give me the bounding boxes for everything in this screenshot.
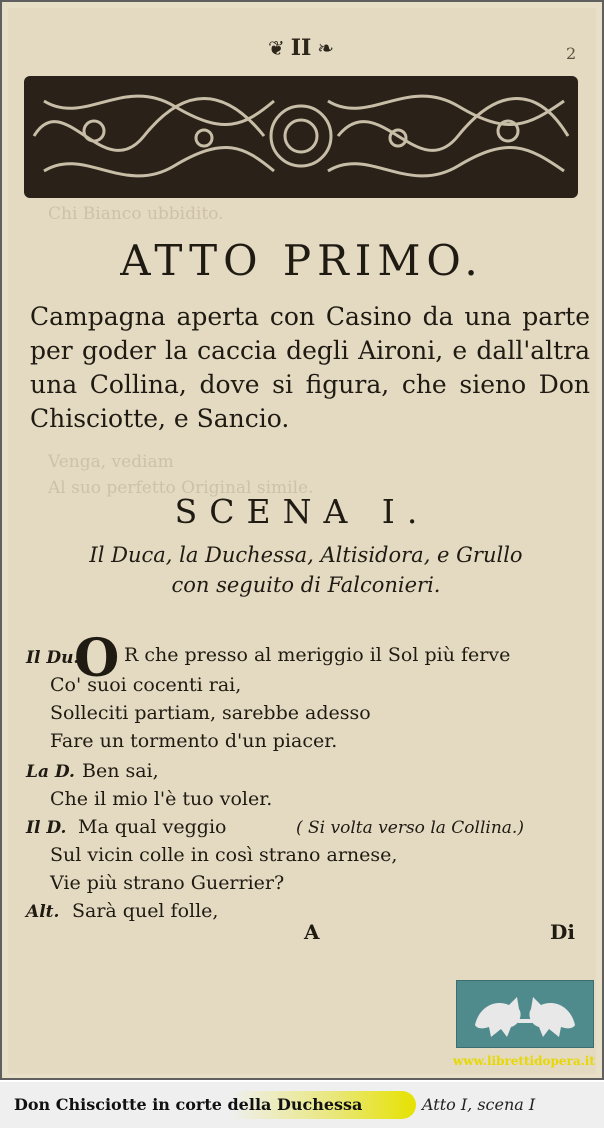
cast-line: con seguito di Falconieri. [171, 573, 441, 597]
bleed-through: Venga, vediam [48, 452, 174, 472]
page-corner-mark: 2 [566, 44, 577, 63]
bleed-through: Al suo perfetto Original simile. [48, 478, 314, 498]
cast-list [26, 540, 586, 600]
verse-text: Sul vicin colle in così strano arnese, [50, 844, 398, 866]
verse-text: Sarà quel folle, [72, 900, 219, 922]
speaker-label: Il D. [26, 818, 67, 838]
griffins-logo-icon [457, 981, 593, 1047]
work-title: Don Chisciotte in corte della Duchessa [14, 1095, 363, 1114]
fleuron-left-icon: ❦ [267, 36, 285, 60]
verse-text: Ma qual veggio [78, 816, 227, 838]
verse-text: Solleciti partiam, sarebbe adesso [50, 702, 371, 724]
catchword: Di [550, 920, 575, 944]
libretto-page [8, 8, 596, 1074]
page-header [226, 32, 376, 64]
act-scene-label: Atto I, scena I [422, 1095, 536, 1114]
verse-text: Che il mio l'è tuo voler. [50, 788, 273, 810]
verse-text: Vie più strano Guerrier? [50, 872, 285, 894]
verse-text: Fare un tormento d'un piacer. [50, 730, 338, 752]
signature-mark: A [304, 920, 320, 944]
speaker-label: Alt. [26, 902, 60, 922]
woodcut-headpiece [24, 76, 578, 198]
speaker-label: Il Du. [26, 648, 80, 668]
stage-direction: ( Si volta verso la Collina.) [296, 818, 524, 838]
speaker-label: La D. [26, 762, 75, 782]
website-link[interactable]: www.librettidopera.it [453, 1054, 595, 1068]
scene-setting: Campagna aperta con Casino da una parte per goder la caccia degli Aironi, e dall'altra una Collina, dove si figura, che sieno Don Chisciotte, e Sancio. [30, 302, 590, 433]
cast-line: Il Duca, la Duchessa, Altisidora, e Grullo [89, 543, 523, 567]
drop-cap: O [74, 628, 120, 689]
verse-text: Co' suoi cocenti rai, [50, 674, 242, 696]
publisher-logo[interactable] [456, 980, 594, 1048]
caption-bar [0, 1082, 604, 1128]
bleed-through: Chi Bianco ubbidito. [48, 204, 224, 224]
page-number: II [290, 35, 312, 61]
verse-text: R che presso al meriggio il Sol più ferve [124, 644, 511, 666]
fleuron-right-icon: ❧ [317, 36, 335, 60]
verse-text: Ben sai, [82, 760, 159, 782]
act-title: ATTO PRIMO. [120, 236, 484, 285]
scene-heading: SCENA I. [174, 492, 430, 531]
